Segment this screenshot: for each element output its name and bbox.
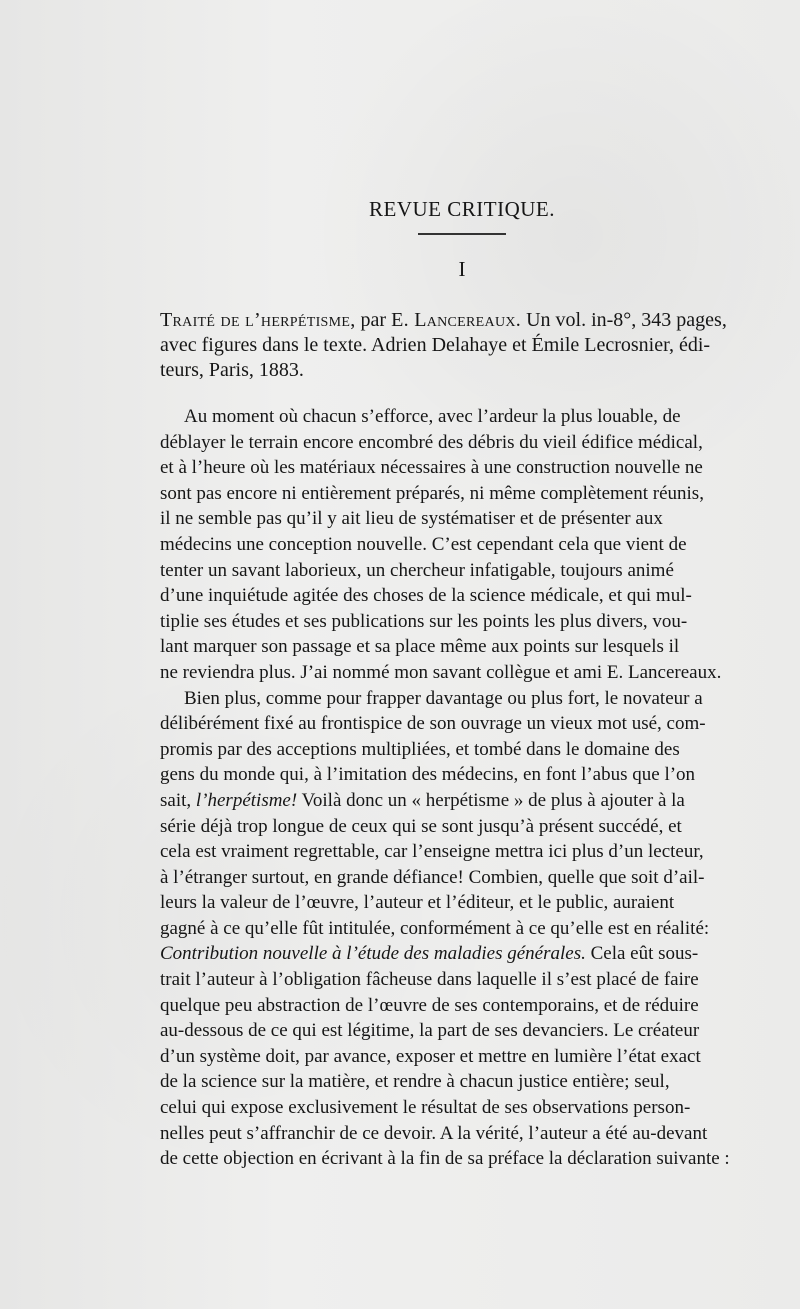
paragraph-2-line-12: trait l’auteur à l’obligation fâcheuse dans laquelle il s’est placé de faire (160, 969, 699, 991)
paragraph-2-line-13: quelque peu abstraction de l’œuvre de ses contemporains, et de réduire (160, 994, 699, 1016)
paragraph-2-line-5-end: Voilà donc un « herpétisme » de plus à ajouter à la (297, 789, 685, 811)
paragraph-2-line-6: série déjà trop longue de ceux qui se sont jusqu’à présent succédé, et (160, 815, 682, 837)
body-text (160, 404, 764, 1172)
paragraph-1-line-8: d’une inquiétude agitée des choses de la science médicale, et qui mul- (160, 585, 692, 607)
paragraph-2-line-2: délibérément fixé au frontispice de son ouvrage un vieux mot usé, com- (160, 713, 706, 735)
page-content (160, 197, 764, 1172)
paragraph-2-line-3: promis par des acceptions multipliées, et tombé dans le domaine des (160, 738, 680, 760)
paragraph-2-line-14: au-dessous de ce qui est légitime, la part de ses devanciers. Le créateur (160, 1020, 700, 1042)
page-title: REVUE CRITIQUE. (369, 197, 555, 221)
paragraph-2-line-11-end: Cela eût sous- (585, 943, 699, 965)
citation-line-1 (138, 308, 764, 333)
paragraph-2 (160, 686, 764, 1172)
paragraph-1-line-5: il ne semble pas qu’il y ait lieu de systématiser et de présenter aux (160, 508, 663, 530)
paragraph-1-line-10: lant marquer son passage et sa place même aux points sur lesquels il (160, 636, 680, 658)
paragraph-1-line-6: médecins une conception nouvelle. C’est cependant cela que vient de (160, 533, 687, 555)
paragraph-2-line-17: celui qui expose exclusivement le résultat de ses observations person- (160, 1097, 691, 1119)
paragraph-2-line-18: nelles peut s’affranchir de ce devoir. A la vérité, l’auteur a été au-devant (160, 1122, 708, 1144)
contribution-title: Contribution nouvelle à l’étude des maladies générales. (160, 943, 586, 965)
paragraph-1-line-2: déblayer le terrain encore encombré des débris du vieil édifice médical, (160, 431, 703, 453)
paragraph-2-line-7: cela est vraiment regrettable, car l’enseigne mettra ici plus d’un lecteur, (160, 841, 704, 863)
paragraph-2-line-5 (160, 788, 764, 814)
citation-line-2: avec figures dans le texte. Adrien Delahaye et Émile Lecrosnier, édi- (160, 334, 711, 356)
paragraph-2-line-8: à l’étranger surtout, en grande défiance! Combien, quelle que soit d’ail- (160, 866, 705, 888)
citation-author: E. Lancereaux. (391, 309, 522, 331)
citation-title: Traité de l’herpétisme, (160, 309, 356, 331)
paragraph-1-line-9: tiplie ses études et ses publications sur les points les plus divers, vou- (160, 610, 688, 632)
citation-line-3: teurs, Paris, 1883. (160, 359, 304, 381)
paragraph-1 (160, 404, 764, 686)
paragraph-1-line-1: Au moment où chacun s’efforce, avec l’ardeur la plus louable, de (184, 406, 681, 427)
paragraph-1-line-11: ne reviendra plus. J’ai nommé mon savant collègue et ami E. Lancereaux. (160, 661, 722, 683)
paragraph-1-line-4: sont pas encore ni entièrement préparés, ni même complètement réunis, (160, 482, 704, 504)
book-citation (160, 308, 764, 383)
paragraph-2-line-15: d’un système doit, par avance, exposer et mettre en lumière l’état exact (160, 1045, 701, 1067)
herpetisme-emphasis: l’herpétisme! (195, 789, 298, 811)
paragraph-1-line-3: et à l’heure où les matériaux nécessaires à une construction nouvelle ne (160, 457, 703, 479)
citation-by: par (360, 309, 387, 331)
section-numeral: I (458, 257, 466, 281)
paragraph-2-line-1: Bien plus, comme pour frapper davantage ou plus fort, le novateur a (184, 687, 703, 709)
citation-rest-line-1: Un vol. in-8°, 343 pages, (526, 309, 727, 331)
paragraph-2-line-10: gagné à ce qu’elle fût intitulée, conformément à ce qu’elle est en réalité: (160, 917, 710, 939)
paragraph-2-line-4: gens du monde qui, à l’imitation des médecins, en font l’abus que l’on (160, 764, 696, 786)
paragraph-1-line-7: tenter un savant laborieux, un chercheur infatigable, toujours animé (160, 559, 674, 581)
paragraph-2-line-5-start: sait, (160, 789, 196, 811)
paragraph-2-line-11 (160, 941, 764, 967)
paragraph-2-line-19: de cette objection en écrivant à la fin de sa préface la déclaration suivante : (160, 1148, 730, 1170)
title-divider (418, 233, 506, 235)
paragraph-2-line-16: de la science sur la matière, et rendre à chacun justice entière; seul, (160, 1071, 670, 1093)
paragraph-2-line-9: leurs la valeur de l’œuvre, l’auteur et l’éditeur, et le public, auraient (160, 892, 675, 914)
